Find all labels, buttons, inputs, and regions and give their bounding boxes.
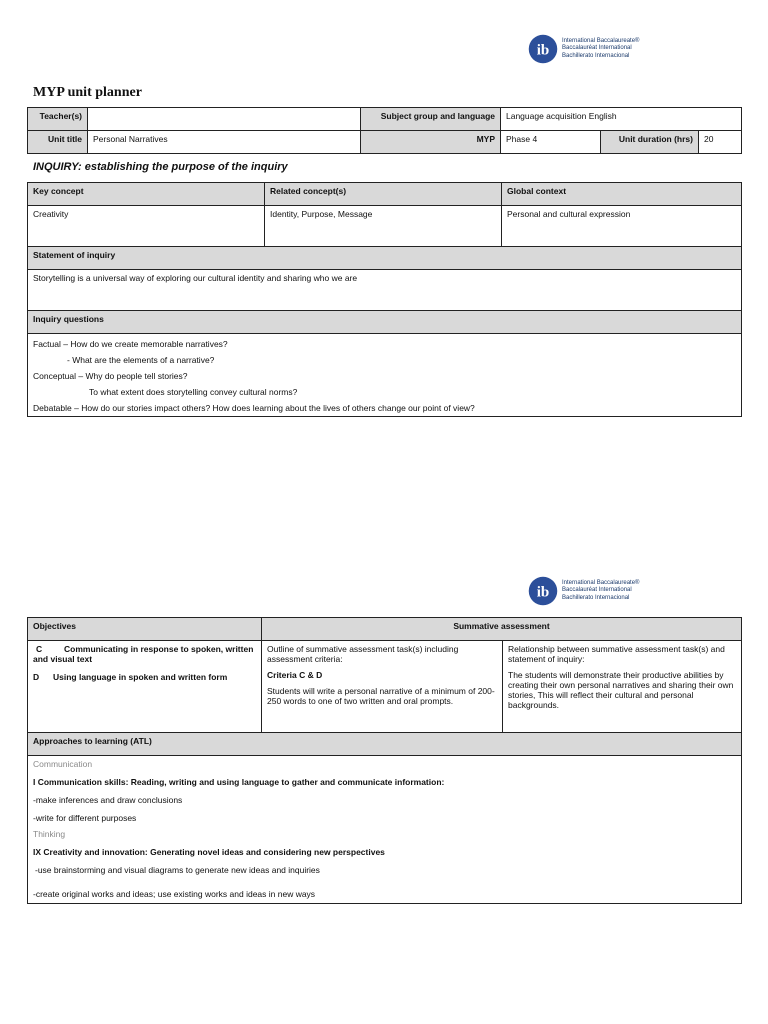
logo-line: Baccalauréat International — [562, 587, 632, 594]
global-context-value: Personal and cultural expression — [502, 206, 742, 247]
atl-item: -write for different purposes — [33, 813, 137, 823]
atl-category-thinking: Thinking — [33, 829, 66, 839]
page-title: MYP unit planner — [33, 85, 142, 100]
atl-skill-thinking: IX Creativity and innovation: Generating novel ideas and considering new perspectives — [33, 847, 385, 857]
subject-value: Language acquisition English — [501, 108, 742, 131]
relationship-text: The students will demonstrate their productive abilities by creating their own personal narratives and sharing their own stories, This will reflect their cultural and personal backgrounds. — [508, 670, 734, 710]
duration-value: 20 — [699, 131, 742, 154]
atl-skill-communication: I Communication skills: Reading, writing and using language to gather and communicate information: — [33, 777, 445, 787]
question-debatable: Debatable – How do our stories impact others? How does learning about the lives of others change our point of view? — [33, 403, 475, 413]
subject-label: Subject group and language — [361, 108, 501, 131]
related-concept-label: Related concept(s) — [265, 183, 502, 206]
relationship-label: Relationship between summative assessment task(s) and statement of inquiry: — [508, 644, 725, 664]
criteria: Criteria C & D — [267, 670, 323, 680]
ib-logo-icon — [528, 34, 558, 64]
myp-label: MYP — [361, 131, 501, 154]
key-concept-value: Creativity — [28, 206, 265, 247]
inquiry-questions — [28, 334, 742, 417]
atl-category-communication: Communication — [33, 759, 93, 769]
svg-text:ib: ib — [536, 584, 550, 601]
statement-value: Storytelling is a universal way of exploring our cultural identity and sharing who we are — [28, 270, 742, 311]
objectives-label: Objectives — [28, 618, 262, 641]
teachers-value — [88, 108, 361, 131]
unit-title-label: Unit title — [28, 131, 88, 154]
objective-c — [33, 644, 256, 664]
atl-item: -use brainstorming and visual diagrams to generate new ideas and inquiries — [35, 865, 320, 875]
inquiry-heading: INQUIRY: establishing the purpose of the inquiry — [33, 161, 288, 173]
logo-line: Bachillerato Internacional — [562, 52, 630, 59]
duration-label: Unit duration (hrs) — [601, 131, 699, 154]
header-table — [27, 107, 742, 154]
question-conceptual: Conceptual – Why do people tell stories? — [33, 371, 188, 381]
atl-cell — [28, 756, 742, 904]
outline-cell — [262, 641, 503, 733]
atl-item: -make inferences and draw conclusions — [33, 795, 183, 805]
assessment-table — [27, 617, 742, 904]
logo-line: Bachillerato Internacional — [562, 594, 630, 601]
objective-d — [33, 672, 256, 682]
inquiry-table — [27, 182, 742, 417]
objective-d-letter: D — [33, 672, 40, 682]
relationship-cell — [503, 641, 742, 733]
outline-label: Outline of summative assessment task(s) including assessment criteria: — [267, 644, 459, 664]
unit-title-value: Personal Narratives — [88, 131, 361, 154]
objective-c-text: Communicating in response to spoken, written and visual text — [33, 644, 254, 664]
atl-item: -create original works and ideas; use existing works and ideas in new ways — [33, 889, 316, 899]
outline-text: Students will write a personal narrative of a minimum of 200-250 words to one of two written and oral prompts. — [267, 686, 495, 706]
related-concept-value: Identity, Purpose, Message — [265, 206, 502, 247]
ib-logo — [528, 574, 648, 608]
question-factual: Factual – How do we create memorable narratives? — [33, 339, 228, 349]
objective-d-text: Using language in spoken and written form — [53, 672, 228, 682]
svg-text:ib: ib — [536, 42, 550, 59]
statement-label: Statement of inquiry — [28, 247, 742, 270]
key-concept-label: Key concept — [28, 183, 265, 206]
myp-value: Phase 4 — [501, 131, 601, 154]
objectives-cell — [28, 641, 262, 733]
question-factual-sub: - What are the elements of a narrative? — [67, 355, 215, 365]
questions-label: Inquiry questions — [28, 311, 742, 334]
atl-label: Approaches to learning (ATL) — [28, 733, 742, 756]
summative-label: Summative assessment — [262, 618, 742, 641]
logo-line: International Baccalaureate® — [562, 579, 640, 586]
logo-line: International Baccalaureate® — [562, 37, 640, 44]
ib-logo-icon — [528, 576, 558, 606]
global-context-label: Global context — [502, 183, 742, 206]
question-conceptual-sub: To what extent does storytelling convey cultural norms? — [89, 387, 298, 397]
teachers-label: Teacher(s) — [28, 108, 88, 131]
objective-c-letter: C — [36, 644, 43, 654]
ib-logo — [528, 32, 648, 66]
logo-line: Baccalauréat International — [562, 45, 632, 52]
